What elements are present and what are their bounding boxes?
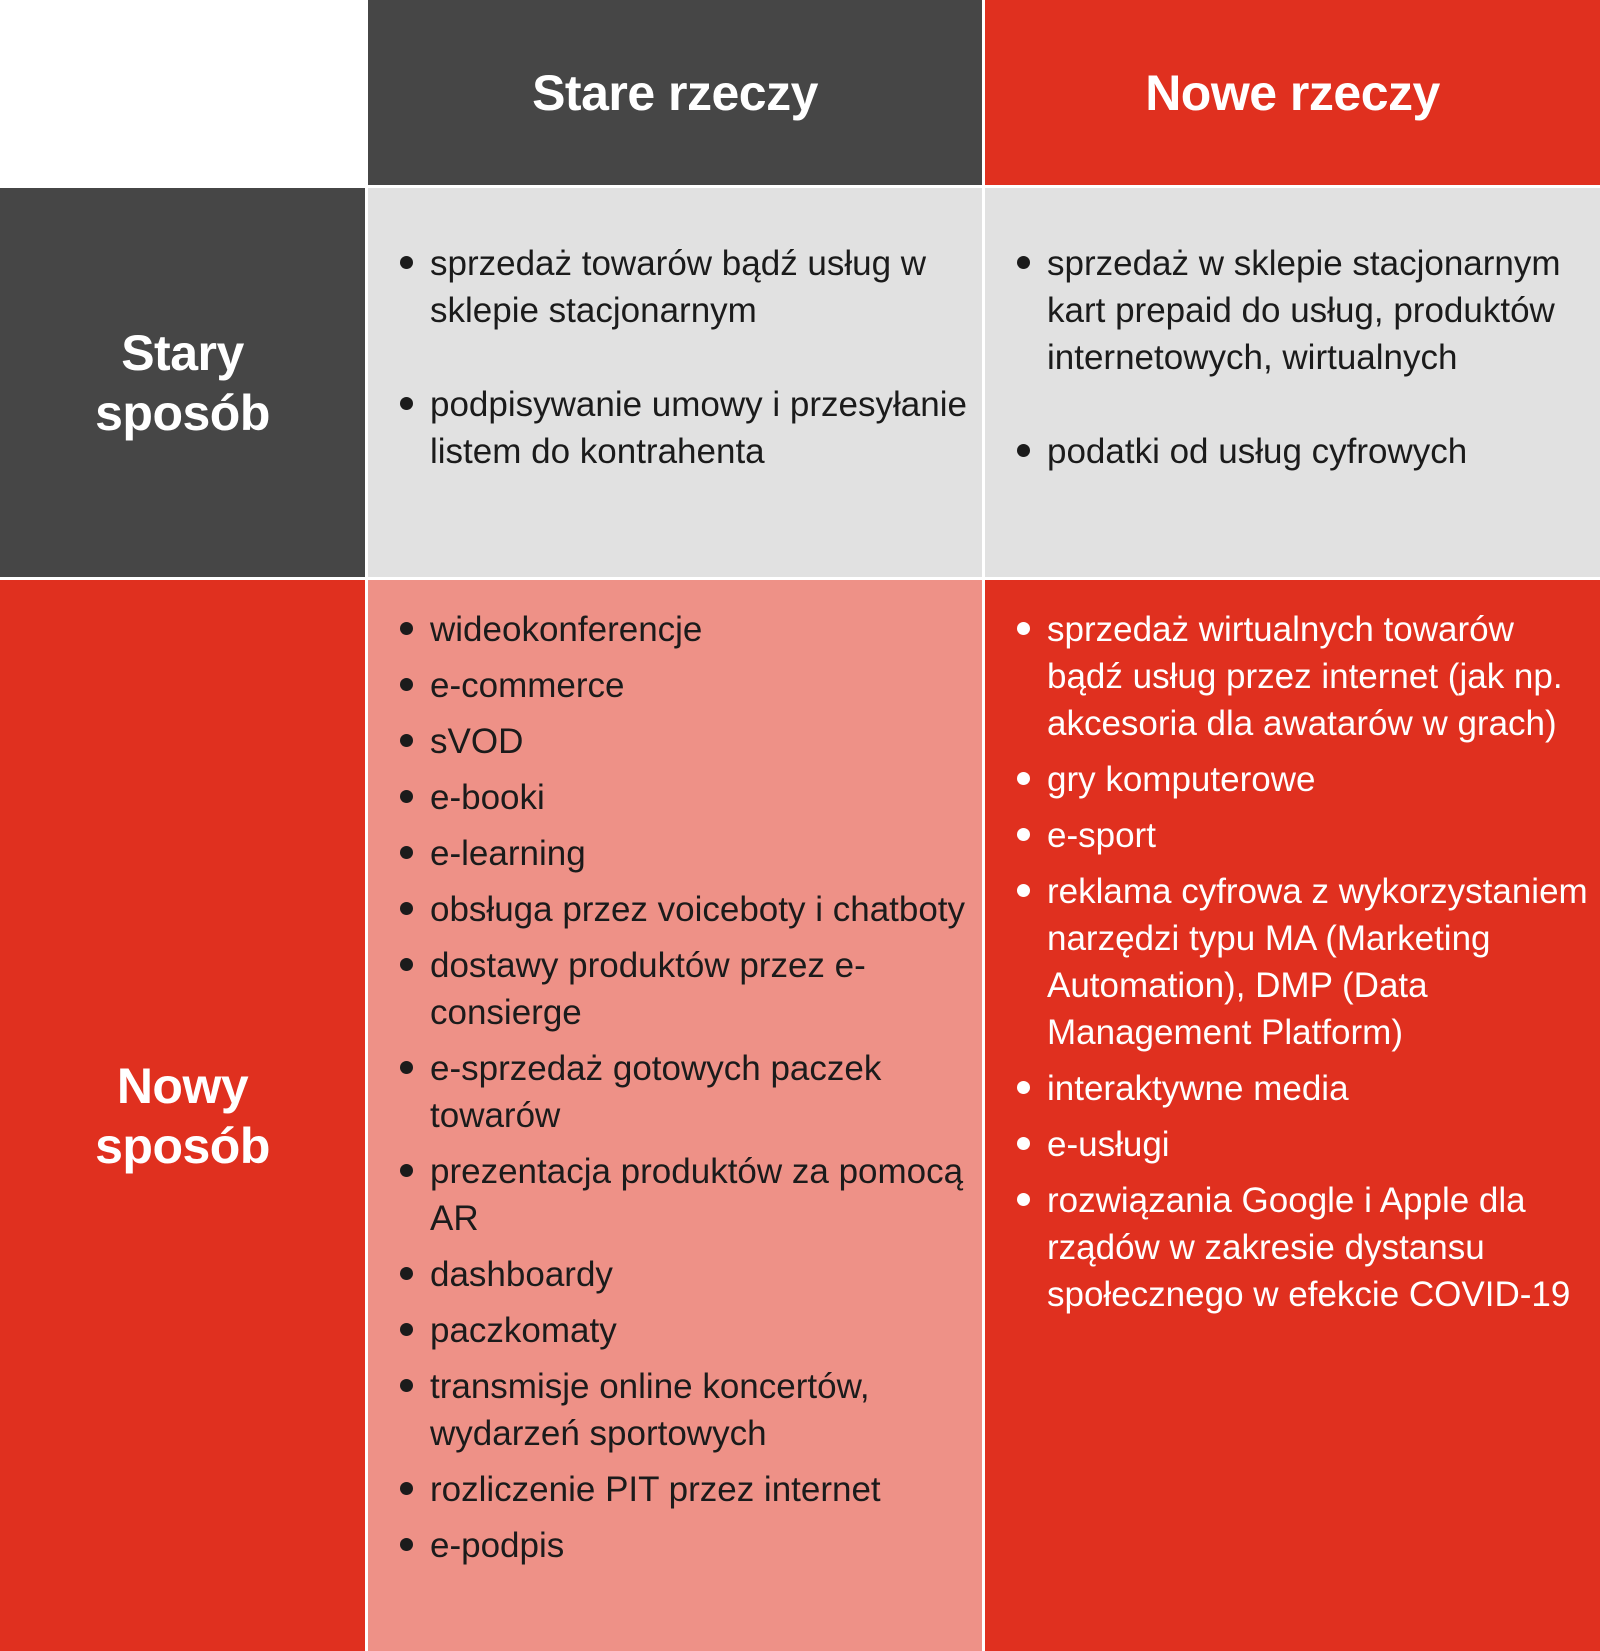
cell-old-way-new-things [985, 188, 1600, 577]
row-header-new-way [0, 580, 365, 1651]
list-item: transmisje online koncertów, wydarzeń sportowych [430, 1363, 982, 1457]
item-list [368, 606, 982, 1569]
column-header-old-things [368, 0, 982, 185]
list-item: gry komputerowe [1047, 756, 1600, 803]
list-item: rozwiązania Google i Apple dla rządów w zakresie dystansu społecznego w efekcie COVID-19 [1047, 1177, 1600, 1318]
list-item: interaktywne media [1047, 1065, 1600, 1112]
column-header-new-things [985, 0, 1600, 185]
list-item: sprzedaż wirtualnych towarów bądź usług przez internet (jak np. akcesoria dla awatarów w grach) [1047, 606, 1600, 747]
list-item: rozliczenie PIT przez internet [430, 1466, 982, 1513]
list-item: e-usługi [1047, 1121, 1600, 1168]
row-header-new-way-line2: sposób [95, 1117, 270, 1174]
list-item: e-podpis [430, 1522, 982, 1569]
list-item: dashboardy [430, 1251, 982, 1298]
row-header-old-way-line2: sposób [95, 384, 270, 441]
row-header-new-way-line1: Nowy [116, 1057, 249, 1114]
list-item: sprzedaż towarów bądź usług w sklepie stacjonarnym [430, 240, 982, 334]
list-item: e-booki [430, 774, 982, 821]
list-item: podpisywanie umowy i przesyłanie listem do kontrahenta [430, 381, 982, 475]
list-item: prezentacja produktów za pomocą AR [430, 1148, 982, 1242]
item-list [985, 606, 1600, 1318]
column-header-old-things-label: Stare rzeczy [532, 64, 818, 121]
row-header-old-way-line1: Stary [121, 324, 244, 381]
list-item: paczkomaty [430, 1307, 982, 1354]
cell-old-way-old-things [368, 188, 982, 577]
list-item: dostawy produktów przez e-consierge [430, 942, 982, 1036]
list-item: sprzedaż w sklepie stacjonarnym kart prepaid do usług, produktów internetowych, wirtualnych [1047, 240, 1600, 381]
item-list [985, 240, 1600, 475]
list-item: reklama cyfrowa z wykorzystaniem narzędzi typu MA (Marketing Automation), DMP (Data Management Platform) [1047, 868, 1600, 1056]
list-item: obsługa przez voiceboty i chatboty [430, 886, 982, 933]
list-item: e-commerce [430, 662, 982, 709]
cell-new-way-new-things [985, 580, 1600, 1651]
row-header-old-way [0, 188, 365, 577]
list-item: e-sport [1047, 812, 1600, 859]
empty-corner-cell [0, 0, 365, 185]
item-list [368, 240, 982, 475]
list-item: e-sprzedaż gotowych paczek towarów [430, 1045, 982, 1139]
column-header-new-things-label: Nowe rzeczy [1145, 64, 1440, 121]
list-item: wideokonferencje [430, 606, 982, 653]
list-item: sVOD [430, 718, 982, 765]
list-item: e-learning [430, 830, 982, 877]
list-item: podatki od usług cyfrowych [1047, 428, 1600, 475]
cell-new-way-old-things [368, 580, 982, 1651]
